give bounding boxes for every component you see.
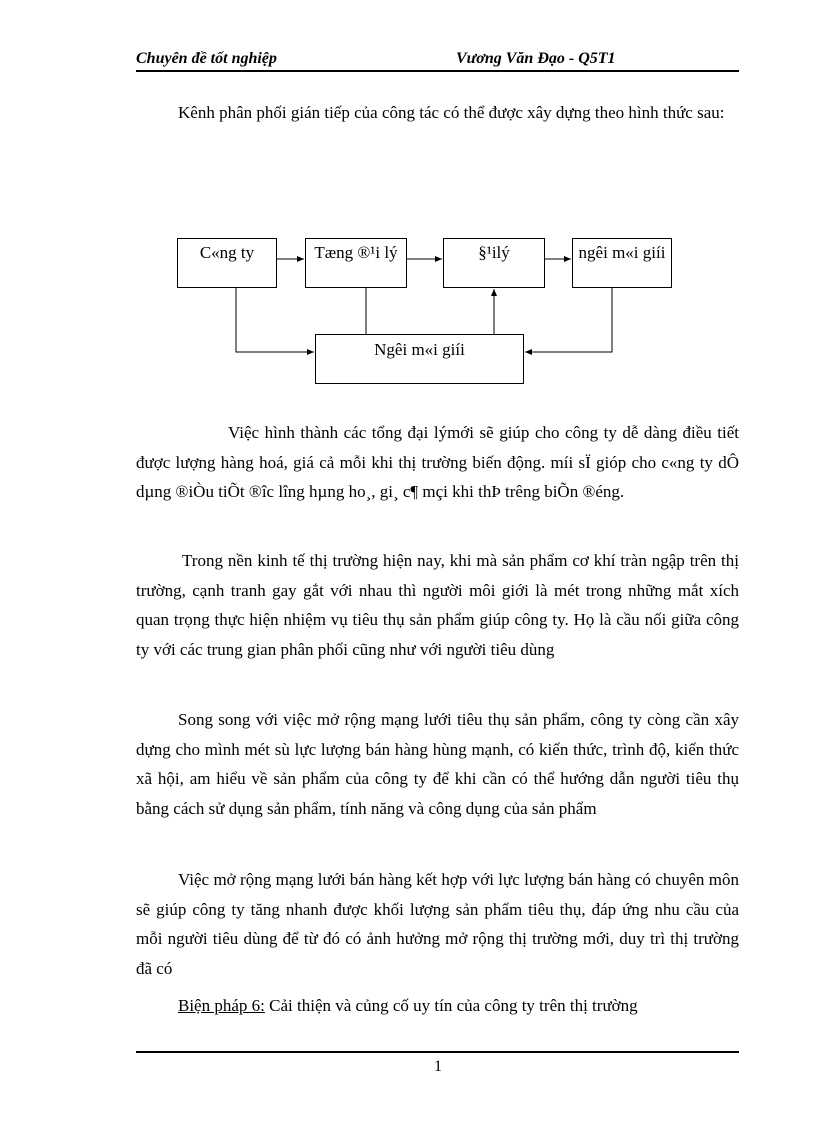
page-header [136,48,739,72]
arrow-broker-top-to-broker-bottom [525,288,612,352]
diagram-box-broker-bottom: Ngêi m«i giíi [315,334,524,384]
measure-text: Cải thiện và củng cố uy tín của công ty trên thị trường [264,996,638,1015]
measure-title: Biện pháp 6: [178,996,265,1015]
measure-heading [178,991,739,1021]
paragraph-sales-force: Song song với việc mở rộng mạng lưới tiêu thụ sản phẩm, công ty còng cần xây dựng cho mình mét sù lực lượng bán hàng hùng mạnh, có kiến thức, trình độ, kiến thức xã hội, am hiểu về sản phẩm của công ty để khi cần có thể hướng dẫn người tiêu thụ bằng cách sử dụng sản phẩm, tính năng và công dụng của sản phẩm [136,710,739,818]
paragraph-expansion: Việc mở rộng mạng lưới bán hàng kết hợp với lực lượng bán hàng có chuyên môn sẽ giúp công ty tăng nhanh được khối lượng sản phẩm tiêu thụ, đáp ứng nhu cầu của mỗi người tiêu dùng để từ đó có ảnh hưởng mở rộng thị trường mới, duy trì thị trường đã có [136,870,739,978]
header-author: Vương Văn Đạo - Q5T1 [456,50,616,67]
paragraph-general-agents: Việc hình thành các tổng đại lýmới sẽ giúp cho công ty dễ dàng điều tiết được lượng hàng hoá, giá cả mỗi khi thị trường biến động. míi sÏ gióp cho c«ng ty dÔ dµng ®iÒu tiÕt ®îc lîng hµng ho¸, gi¸ c¶ mçi khi thÞ trêng biÕn ®éng. [136,423,739,501]
footer-divider [136,1051,739,1053]
arrow-company-to-broker-bottom [236,288,314,352]
diagram-box-broker-top: ngêi m«i giíi [572,238,672,288]
header-document-type: Chuyên đề tốt nghiệp [136,50,277,67]
diagram-box-agent: §¹ilý [443,238,545,288]
paragraph-brokers: Trong nền kinh tế thị trường hiện nay, khi mà sản phẩm cơ khí tràn ngập trên thị trường, cạnh tranh gay gắt với nhau thì người môi giới là mét trong những mắt xích quan trọng thực hiện nhiệm vụ tiêu thụ sản phẩm giúp công ty. Họ là cầu nối giữa công ty với các trung gian phân phối cũng như với người tiêu dùng [136,551,739,659]
intro-paragraph: Kênh phân phối gián tiếp của công tác có thể được xây dựng theo hình thức sau: [178,103,725,122]
page-number: 1 [434,1058,442,1075]
diagram-box-general-agent: Tæng ®¹i lý [305,238,407,288]
diagram-box-company: C«ng ty [177,238,277,288]
